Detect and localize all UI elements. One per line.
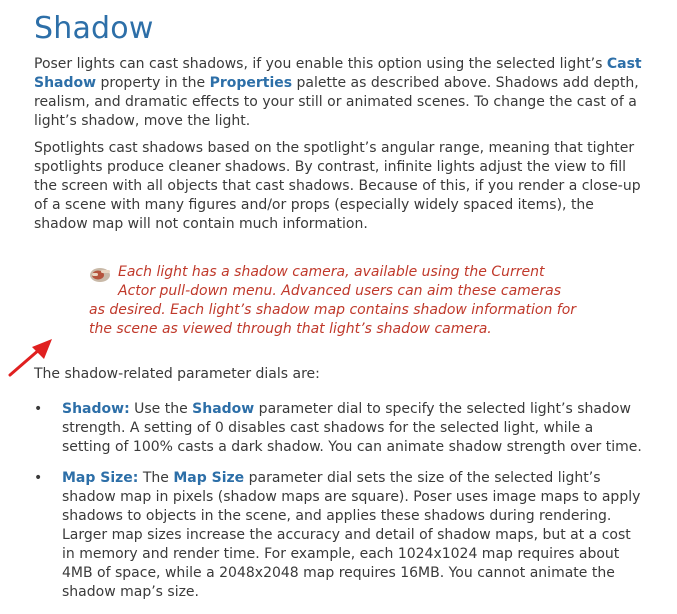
dials-intro: The shadow-related parameter dials are: [34,366,320,382]
note-line: the scene as viewed through that light’s shadow camera. [89,321,492,337]
section-heading: Shadow [34,11,154,46]
map-size-label: Map Size: [62,470,139,486]
cast-shadow-keyword: Cast Shadow [34,56,642,91]
bullet: • [34,470,43,486]
shadow-label: Shadow: [62,401,130,417]
text-run: parameter dial sets the size of the selected light’s shadow map in pixels (shadow maps are square). Poser uses image maps to apply shadows to objects in the scene, and applies these shadows during rendering. Larger map sizes increase the accuracy and detail of shadow maps, but at a cost in memory and render time. For example, each 1024x1024 map requires about 4MB of space, while a 2048x2048 map requires 16MB. You cannot animate the shadow map’s size. [62,470,641,600]
text-run: Use the [129,401,193,417]
note-line: Actor pull-down menu. Advanced users can aim these cameras [118,283,562,299]
pointing-hand-icon [89,265,111,283]
properties-keyword: Properties [209,75,293,91]
note-line: Each light has a shadow camera, available using the Current [118,264,545,280]
text-run: The [138,470,174,486]
text-run: Poser lights can cast shadows, if you enable this option using the selected light’s [34,56,607,72]
note-line: as desired. Each light’s shadow map contains shadow information for [89,302,577,318]
document-page [34,0,644,614]
spotlight-paragraph: Spotlights cast shadows based on the spotlight’s angular range, meaning that tighter spotlights produce cleaner shadows. By contrast, infinite lights adjust the view to fill the screen with all objects that cast shadows. Because of this, if you render a close-up of a scene with many figures and/or props (especially widely spaced items), the shadow map will not contain much information. [34,140,641,232]
shadow-intro-paragraph [34,55,644,131]
text-run: property in the [96,75,210,91]
list-item-shadow [34,400,644,457]
map-size-keyword: Map Size [173,470,245,486]
tip-note [89,263,589,339]
text-run: parameter dial to specify the selected light’s shadow strength. A setting of 0 disables cast shadows for the selected light, while a setting of 100% casts a dark shadow. You can animate shadow strength over time. [62,401,642,455]
shadow-keyword: Shadow [192,401,255,417]
list-item-map-size [34,469,644,602]
parameter-list [34,400,644,602]
bullet: • [34,401,43,417]
red-arrow-icon [6,337,54,379]
text-run: palette as described above. Shadows add depth, realism, and dramatic effects to your still or animated scenes. To change the cast of a light’s shadow, move the light. [34,75,639,129]
